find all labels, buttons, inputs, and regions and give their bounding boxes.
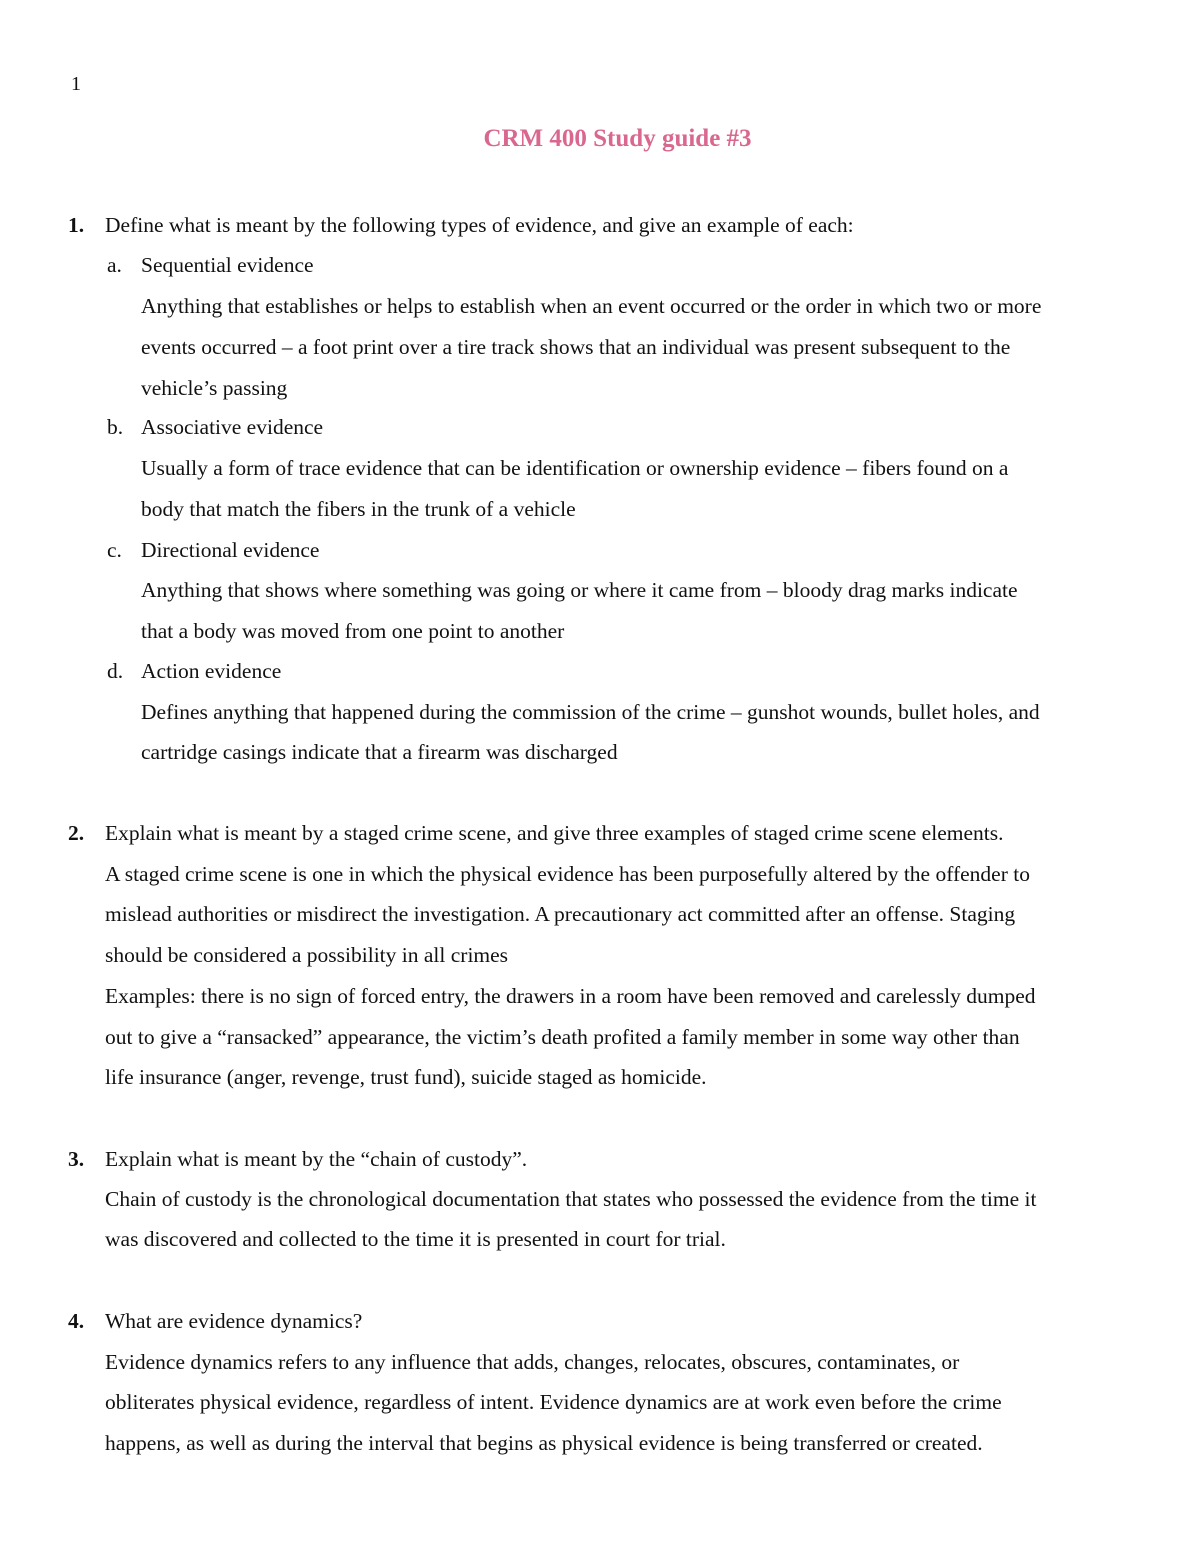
answer-line: out to give a “ransacked” appearance, the victim’s death profited a family member in some way other than bbox=[105, 1025, 1020, 1049]
subitem-label: Associative evidence bbox=[141, 415, 324, 439]
subitem-label: Sequential evidence bbox=[141, 253, 314, 277]
question-number: 3. bbox=[68, 1147, 85, 1171]
answer-line: obliterates physical evidence, regardless of intent. Evidence dynamics are at work even before the crime bbox=[105, 1390, 1002, 1414]
answer-line: A staged crime scene is one in which the physical evidence has been purposefully altered by the offender to bbox=[105, 862, 1030, 886]
answer-line: mislead authorities or misdirect the investigation. A precautionary act committed after an offense. Staging bbox=[105, 902, 1016, 926]
answer-line: Evidence dynamics refers to any influence that adds, changes, relocates, obscures, contaminates, or bbox=[105, 1350, 960, 1374]
subitem-label: Action evidence bbox=[141, 659, 282, 683]
subitem-label: Directional evidence bbox=[141, 538, 320, 562]
answer-line: Examples: there is no sign of forced entry, the drawers in a room have been removed and carelessly dumped bbox=[105, 984, 1036, 1008]
answer-line: Chain of custody is the chronological documentation that states who possessed the evidence from the time it bbox=[105, 1187, 1037, 1211]
answer-line: events occurred – a foot print over a tire track shows that an individual was present subsequent to the bbox=[141, 335, 1011, 359]
answer-line: Defines anything that happened during the commission of the crime – gunshot wounds, bullet holes, and bbox=[141, 700, 1040, 724]
answer-line: should be considered a possibility in all crimes bbox=[105, 943, 509, 967]
page-title: CRM 400 Study guide #3 bbox=[483, 125, 752, 152]
question-prompt: What are evidence dynamics? bbox=[105, 1309, 363, 1333]
answer-line: Anything that establishes or helps to establish when an event occurred or the order in which two or more bbox=[141, 294, 1042, 318]
page-number: 1 bbox=[71, 73, 81, 95]
subitem-letter: a. bbox=[107, 253, 122, 277]
answer-line: Usually a form of trace evidence that can be identification or ownership evidence – fibers found on a bbox=[141, 456, 1009, 480]
answer-line: that a body was moved from one point to another bbox=[141, 619, 565, 643]
question-number: 1. bbox=[68, 213, 85, 237]
question-prompt: Explain what is meant by the “chain of custody”. bbox=[105, 1147, 528, 1171]
subitem-letter: c. bbox=[107, 538, 122, 562]
answer-line: cartridge casings indicate that a firearm was discharged bbox=[141, 740, 618, 764]
question-prompt: Define what is meant by the following types of evidence, and give an example of each: bbox=[105, 213, 854, 237]
question-number: 4. bbox=[68, 1309, 85, 1333]
answer-line: was discovered and collected to the time it is presented in court for trial. bbox=[105, 1227, 726, 1251]
answer-line: body that match the fibers in the trunk of a vehicle bbox=[141, 497, 576, 521]
answer-line: life insurance (anger, revenge, trust fund), suicide staged as homicide. bbox=[105, 1065, 707, 1089]
answer-line: Anything that shows where something was going or where it came from – bloody drag marks indicate bbox=[141, 578, 1018, 602]
question-prompt: Explain what is meant by a staged crime scene, and give three examples of staged crime scene elements. bbox=[105, 821, 1004, 845]
subitem-letter: b. bbox=[107, 415, 124, 439]
answer-line: happens, as well as during the interval that begins as physical evidence is being transferred or created. bbox=[105, 1431, 983, 1455]
answer-line: vehicle’s passing bbox=[141, 376, 288, 400]
question-number: 2. bbox=[68, 821, 85, 845]
subitem-letter: d. bbox=[107, 659, 124, 683]
